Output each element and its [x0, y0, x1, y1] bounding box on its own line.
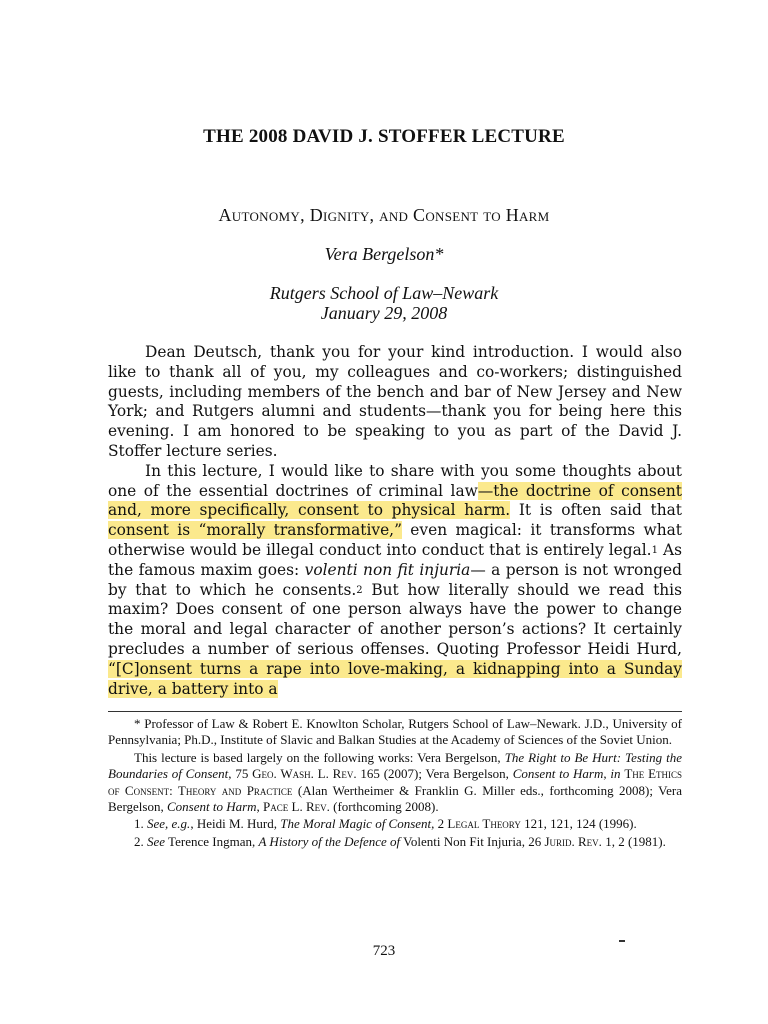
journal-name: Jurid. Rev. — [544, 833, 602, 849]
text-run: It is often said that — [510, 501, 682, 520]
text-run: , 2 — [431, 816, 448, 832]
text-run: But how literally should we read this maxim? Does consent of one person always have the power to change the moral and legal character of another person’s actions? It certainly precludes a number of serious offenses. Quoting Professor Heidi Hurd, — [108, 580, 683, 658]
footnote-sources — [108, 750, 682, 816]
text-run: As the famous maxim goes: — [108, 540, 683, 579]
text-run: , 75 — [228, 766, 253, 782]
paragraph-consent — [108, 462, 682, 700]
text-run: In this lecture, I would like to share with you some thoughts about one of the essential doctrines of criminal law — [108, 461, 682, 500]
footnote-ref: 2 — [356, 584, 363, 596]
footnote-ref: 1 — [651, 544, 658, 556]
text-run: (Alan Wertheimer & Franklin G. Miller eds., forthcoming 2008); Vera Bergelson, — [108, 782, 682, 815]
article-title: Autonomy, Dignity, and Consent to Harm — [218, 205, 550, 225]
text-run: , Heidi M. Hurd, — [190, 816, 281, 832]
highlight: “[C]onsent turns a rape into love-making, a kidnapping into a Sunday drive, a battery into a — [108, 659, 682, 698]
author-name: Vera Bergelson* — [324, 244, 444, 264]
body-text — [108, 343, 682, 699]
footnote-number: 1. — [134, 816, 147, 832]
citation-title: A History of the Defence of — [258, 833, 401, 849]
signal: See, e.g. — [147, 816, 191, 832]
citation-title: The Right to Be Hurt: Testing the Boundaries of Consent — [108, 749, 683, 782]
scan-artifact — [619, 940, 625, 942]
text-run: , — [603, 766, 611, 782]
journal-name: Geo. Wash. L. Rev. — [252, 766, 357, 782]
footnote-1 — [108, 816, 682, 832]
signal: in — [610, 766, 621, 782]
footnote-2 — [108, 834, 682, 850]
text-run: This lecture is based largely on the following works: Vera Bergelson, — [134, 749, 505, 765]
paragraph-intro: Dean Deutsch, thank you for your kind introduction. I would also like to thank all of you, my colleagues and co-workers; distinguished guests, including members of the bench and bar of New Jersey and New York; and Rutgers alumni and students—thank you for being here this evening. I am honored to be speaking to you as part of the David J. Stoffer lecture series. — [108, 343, 682, 460]
journal-name: Pace L. Rev. — [263, 799, 330, 815]
text-run: 165 (2007); Vera Bergelson, — [356, 766, 513, 782]
text-run: , — [256, 799, 264, 815]
footnote-divider — [108, 711, 682, 712]
author-affiliation: Rutgers School of Law–Newark — [269, 283, 499, 303]
citation-title: The Moral Magic of Consent — [280, 816, 432, 832]
footnote-author: * Professor of Law & Robert E. Knowlton Scholar, Rutgers School of Law–Newark. J.D., University of Pennsylvania; Ph.D., Institute of Slavic and Balkan Studies at the Academy of Sciences of the Soviet Union. — [108, 716, 682, 748]
latin-maxim: volenti non fit injuria — [304, 560, 471, 579]
text-run: Terence Ingman, — [165, 833, 259, 849]
citation-title: Consent to Harm — [512, 766, 604, 782]
text-run: — a person is not wronged by that to which he consents. — [108, 560, 682, 599]
text-run: Volenti Non Fit Injuria, 26 — [400, 833, 545, 849]
lecture-title: THE 2008 DAVID J. STOFFER LECTURE — [203, 126, 565, 147]
footnote-number: 2. — [134, 833, 147, 849]
highlight: —the doctrine of consent and, more specifically, consent to physical harm. — [108, 481, 682, 520]
highlight: consent is “morally transformative,” — [108, 521, 402, 540]
footnotes — [108, 716, 682, 851]
lecture-date: January 29, 2008 — [320, 303, 448, 323]
text-run: (forthcoming 2008). — [329, 799, 439, 815]
journal-name: Legal Theory — [447, 816, 521, 832]
book-title: The Ethics of Consent: Theory and Practice — [108, 766, 683, 798]
citation-title: Consent to Harm — [166, 799, 257, 815]
page-number: 723 — [372, 943, 396, 959]
signal: See — [147, 833, 166, 849]
text-run: 1, 2 (1981). — [601, 833, 666, 849]
text-run: even magical: it transforms what otherwise would be illegal conduct into conduct that is entirely legal. — [108, 521, 682, 559]
text-run: 121, 121, 124 (1996). — [520, 816, 637, 832]
